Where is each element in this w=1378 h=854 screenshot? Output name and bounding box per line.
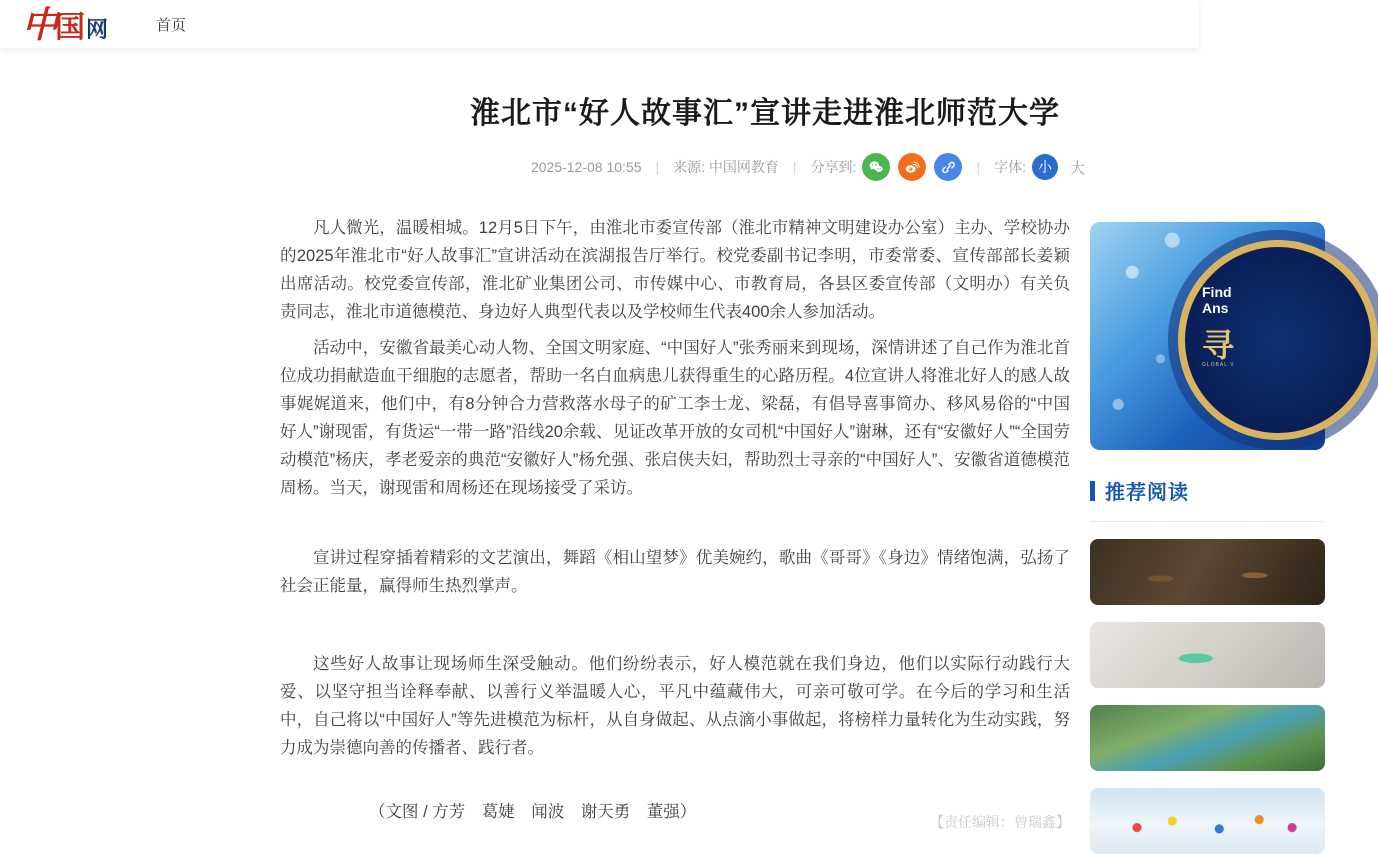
article-meta: [280, 153, 1085, 181]
paragraph: 凡人微光，温暖相城。12月5日下午，由淮北市委宣传部（淮北市精神文明建设办公室）主办、学校协办的2025年淮北市“好人故事汇”宣讲活动在滨湖报告厅举行。校党委副书记李明，市委常委、宣传部部长姜颖出席活动。校党委宣传部，淮北矿业集团公司、市传媒中心、市教育局，各县区委宣传部（文明办）有关负责同志，淮北市道德模范、身边好人典型代表以及学校师生代表400余人参加活动。: [280, 219, 1070, 321]
paragraph: 宣讲过程穿插着精彩的文艺演出，舞蹈《相山望梦》优美婉约，歌曲《哥哥》《身边》情绪饱满，弘扬了社会正能量，赢得师生热烈掌声。: [280, 549, 1070, 595]
recommended-thumbnail-skiing-children[interactable]: [1090, 788, 1325, 854]
heading-accent-bar: [1090, 481, 1095, 501]
recommended-thumbnail-aerial-valley[interactable]: [1090, 705, 1325, 771]
byline: （文图 / 方芳 葛婕 闻波 谢天勇 董强）: [369, 803, 697, 821]
recommended-thumbnail-movie-still[interactable]: [1090, 539, 1325, 605]
copy-link-share-icon[interactable]: [934, 153, 962, 181]
article-source: 来源: 中国网教育: [673, 159, 779, 175]
font-large-button[interactable]: 大: [1069, 159, 1085, 177]
meta-separator: |: [792, 159, 797, 175]
weibo-share-icon[interactable]: [898, 153, 926, 181]
banner-subtext: GLOBAL V: [1202, 362, 1235, 368]
font-small-button[interactable]: 小: [1032, 154, 1058, 180]
recommended-reading-title: 推荐阅读: [1105, 482, 1189, 504]
recommended-thumbnail-interview[interactable]: [1090, 622, 1325, 688]
paragraph: 这些好人故事让现场师生深受触动。他们纷纷表示，好人模范就在我们身边，他们以实际行动践行大爱、以坚守担当诠释奉献、以善行义举温暖人心，平凡中蕴藏伟大，可亲可敬可学。在今后的学习和生活中，自己将以“中国好人”等先进模范为标杆，从自身做起、从点滴小事做起，将榜样力量转化为生动实践，努力成为崇德向善的传播者、践行者。: [280, 655, 1070, 757]
logo-char-guo: 国: [55, 11, 86, 44]
share-icons: [862, 153, 962, 181]
font-size-label: 字体:: [994, 159, 1026, 175]
share-label: 分享到:: [810, 159, 857, 175]
paragraph: 活动中，安徽省最美心动人物、全国文明家庭、“中国好人”张秀丽来到现场，深情讲述了自己作为淮北首位成功捐献造血干细胞的志愿者，帮助一名白血病患儿获得重生的心路历程。4位宣讲人将淮北好人的感人故事娓娓道来，他们中，有8分钟合力营救落水母子的矿工李士龙、梁磊，有倡导喜事简办、移风易俗的“中国好人”谢现雷，有货运“一带一路”沿线20余载、见证改革开放的女司机“中国好人”谢琳，还有“安徽好人”“全国劳动模范”杨庆，孝老爱亲的典范“安徽好人”杨允强、张启侠夫妇，帮助烈士寻亲的“中国好人”、安徽省道德模范周杨。当天，谢现雷和周杨还在现场接受了采访。: [280, 339, 1070, 497]
logo-char-zhong: 中: [22, 5, 59, 45]
promo-banner-image[interactable]: [1090, 222, 1325, 450]
article-title: 淮北市“好人故事汇”宣讲走进淮北师范大学: [470, 97, 1060, 130]
recommended-reading-header: [1090, 476, 1325, 505]
editor-credit: 【责任编辑：曾瑞鑫】: [930, 814, 1070, 830]
article-date: 2025-12-08 10:55: [530, 159, 642, 175]
meta-separator: |: [655, 159, 660, 175]
article-body: [280, 214, 1070, 826]
sidebar: [1090, 222, 1325, 854]
meta-separator: |: [976, 159, 981, 175]
banner-text: Find Ans: [1202, 284, 1232, 316]
banner-glyph: 寻: [1202, 327, 1235, 363]
nav-home-link[interactable]: 首页: [156, 16, 187, 34]
logo-char-wang: 网: [86, 17, 109, 42]
site-logo[interactable]: [22, 2, 108, 46]
wechat-share-icon[interactable]: [862, 153, 890, 181]
site-header: [0, 0, 1199, 48]
sidebar-divider: [1090, 521, 1325, 522]
